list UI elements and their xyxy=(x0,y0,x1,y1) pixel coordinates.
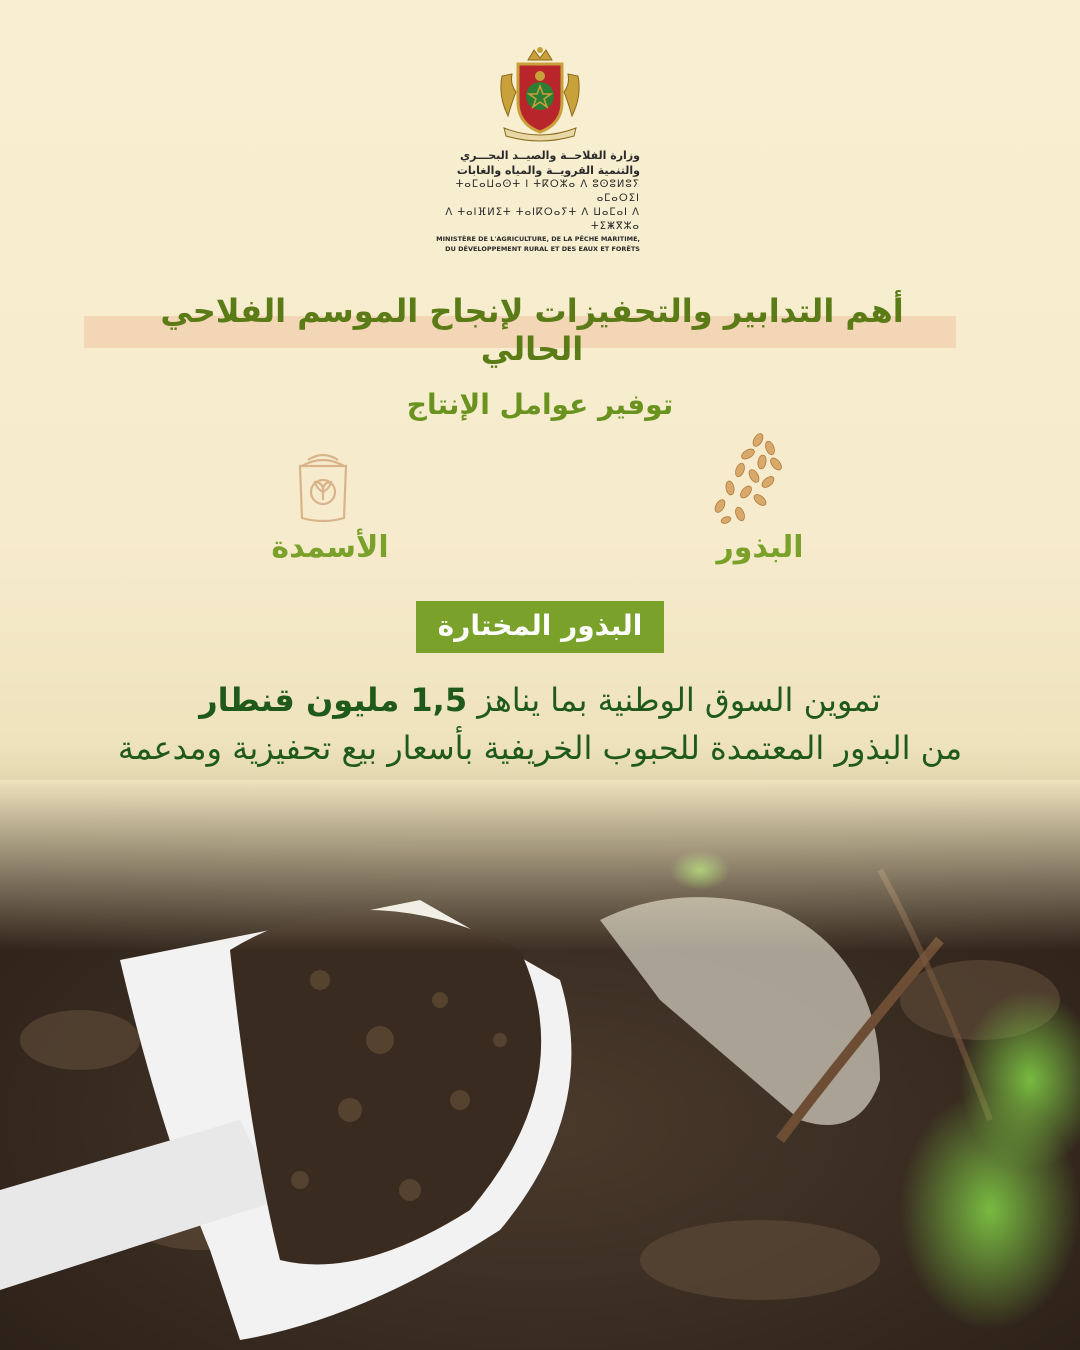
description-line-2: من البذور المعتمدة للحبوب الخريفية بأسعار بيع تحفيزية ومدعمة xyxy=(117,729,963,767)
ministry-name-tz-2: ⴷ ⵜⴰⵏⴼⵍⵉⵜ ⵜⴰⵏⴽⵔⴰⵢⵜ ⴷ ⵡⴰⵎⴰⵏ ⴷ ⵜⵉⵥⴳⵣⴰ xyxy=(445,207,640,232)
fertilizer-bag-icon xyxy=(294,452,352,524)
category-label-fertilizers: الأسمدة xyxy=(271,530,389,565)
ministry-name xyxy=(420,148,640,254)
ministry-name-ar-2: والتنمية القرويــة والمياه والغابات xyxy=(456,164,640,177)
description-highlight: 1,5 مليون قنطار xyxy=(199,681,468,719)
sub-title: توفير عوامل الإنتاج xyxy=(406,388,674,421)
description-line-1-start: تموين السوق الوطنية بما يناهز xyxy=(477,681,881,719)
shovel-with-soil-photo xyxy=(0,780,1080,1350)
main-title: أهم التدابير والتحفيزات لإنجاح الموسم الفلاحي الحالي xyxy=(160,292,904,368)
selected-seeds-badge: البذور المختارة xyxy=(416,601,664,653)
ministry-name-tz-1: ⵜⴰⵎⴰⵡⴰⵙⵜ ⵏ ⵜⴽⵔⵣⴰ ⴷ ⵓⵙⵓⵍⵓⵢ ⴰⵎⴰⵔⵉⵏ xyxy=(455,179,640,204)
ministry-name-fr-2: DU DÉVELOPPEMENT RURAL ET DES EAUX ET FORÊTS xyxy=(445,245,640,253)
coat-of-arms-icon xyxy=(494,46,586,142)
ministry-name-ar-1: وزارة الفلاحــة والصيــد البحـــري xyxy=(459,149,640,162)
ministry-name-fr-1: MINISTÈRE DE L'AGRICULTURE, DE LA PÊCHE MARITIME, xyxy=(436,235,640,243)
description-line-1 xyxy=(40,676,1040,724)
description xyxy=(40,676,1040,772)
category-label-seeds: البذور xyxy=(716,530,804,565)
seeds-icon xyxy=(700,430,790,525)
